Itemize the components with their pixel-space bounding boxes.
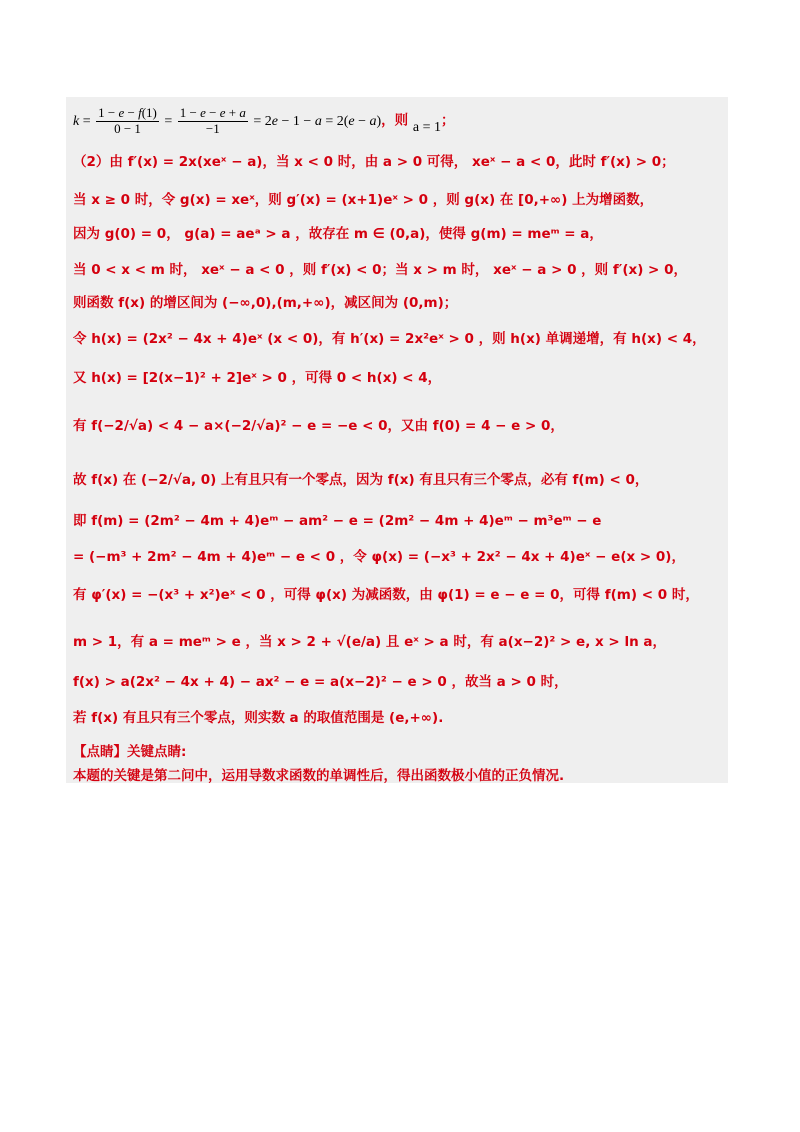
text-line-15: f(x) > a(2x² − 4x + 4) − ax² − e = a(x−2)² − e > 0 ，故当 a > 0 时， — [73, 674, 568, 690]
text-line-3: 当 x ≥ 0 时，令 g(x) = xeˣ，则 g′(x) = (x+1)eˣ > 0 ，则 g(x) 在 [0,+∞) 上为增函数， — [73, 192, 654, 208]
line-end: ； — [440, 112, 455, 129]
text-line-16: 若 f(x) 有且只有三个零点，则实数 a 的取值范围是 (e,+∞). — [73, 710, 444, 726]
key-point-heading: 【点睛】关键点睛: — [73, 744, 187, 760]
text-line-9: 有 f(−2/√a) < 4 − a×(−2/√a)² − e = −e < 0，又由 f(0) = 4 − e > 0， — [73, 418, 564, 434]
key-point-text: 本题的关键是第二问中，运用导数求函数的单调性后，得出函数极小值的正负情况. — [73, 768, 565, 784]
a-equals-1: a = 1 — [412, 119, 441, 135]
text-line-7: 令 h(x) = (2x² − 4x + 4)eˣ (x < 0)，有 h′(x) = 2x²eˣ > 0 ，则 h(x) 单调递增，有 h(x) < 4， — [73, 331, 706, 347]
text-line-4: 因为 g(0) = 0， g(a) = aeᵃ > a ，故存在 m ∈ (0,a)，使得 g(m) = meᵐ = a， — [73, 226, 603, 242]
text-line-14: m > 1，有 a = meᵐ > e ，当 x > 2 + √(e/a) 且 eˣ > a 时，有 a(x−2)² > e, x > ln a， — [73, 634, 666, 650]
text-line-5: 当 0 < x < m 时， xeˣ − a < 0 ，则 f′(x) < 0；当 x > m 时， xeˣ − a > 0 ，则 f′(x) > 0， — [73, 262, 687, 278]
text-line-10: 故 f(x) 在 (−2/√a, 0) 上有且只有一个零点，因为 f(x) 有且只有三个零点，必有 f(m) < 0， — [73, 472, 649, 488]
equation-line-1 — [73, 106, 454, 137]
text-line-12: = (−m³ + 2m² − 4m + 4)eᵐ − e < 0 ，令 φ(x) = (−x³ + 2x² − 4x + 4)eˣ − e(x > 0)， — [73, 549, 685, 565]
text-line-8: 又 h(x) = [2(x−1)² + 2]eˣ > 0 ，可得 0 < h(x) < 4， — [73, 370, 442, 386]
text-line-13: 有 φ′(x) = −(x³ + x²)eˣ < 0 ，可得 φ(x) 为减函数，由 φ(1) = e − e = 0，可得 f(m) < 0 时， — [73, 587, 699, 603]
text-line-11: 即 f(m) = (2m² − 4m + 4)eᵐ − am² − e = (2m² − 4m + 4)eᵐ − m³eᵐ − e — [73, 513, 602, 529]
then-word: ，则 — [381, 112, 409, 129]
text-line-2: （2）由 f′(x) = 2x(xeˣ − a)，当 x < 0 时，由 a > 0 可得， xeˣ − a < 0，此时 f′(x) > 0； — [73, 154, 675, 170]
slope-formula: k = $\frac{1 - e - f(1)}{0 - 1}$ = $\frac{1 - e - e + a}{-1}$ = 2e − 1 − a = 2(e − a) — [73, 105, 382, 136]
text-line-6: 则函数 f(x) 的增区间为 (−∞,0),(m,+∞)，减区间为 (0,m)； — [73, 295, 458, 311]
